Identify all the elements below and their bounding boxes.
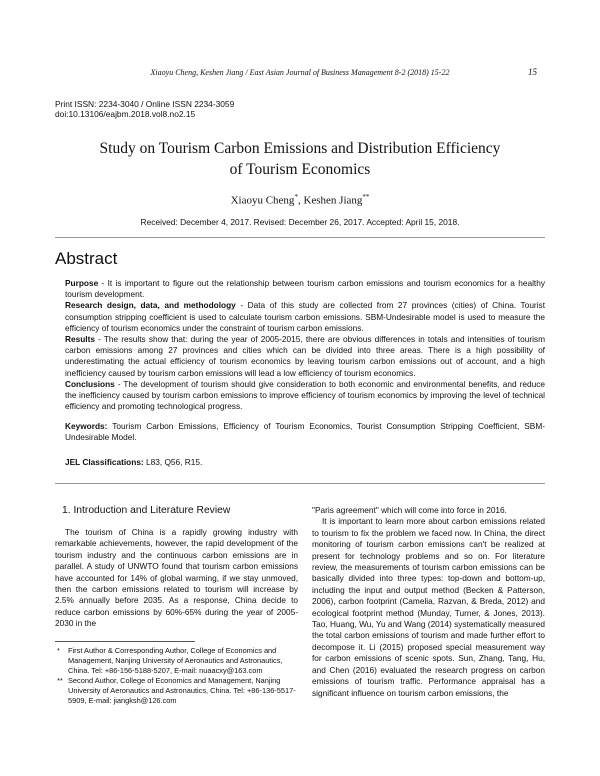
page-number: 15 <box>528 67 537 77</box>
purpose-text: - It is important to figure out the relationship between tourism carbon emissions and tourism economics for a healthy tourism development. <box>65 278 545 300</box>
abstract-results <box>65 334 545 379</box>
issn-block <box>55 99 234 119</box>
abstract-conclusions <box>65 379 545 413</box>
conclusions-text: - The development of tourism should give consideration to both economic and environmental benefits, and reduce the inefficiency caused by tourism carbon emissions to improve efficiency of tourism economics by improving the level of technical efficiency and promoting technological progress. <box>65 378 545 412</box>
footnote-mark: ** <box>57 676 63 686</box>
jel-text: L83, Q56, R15. <box>143 457 203 467</box>
doi-line: doi:10.13106/eajbm.2018.vol8.no2.15 <box>55 109 196 119</box>
abstract-design <box>65 300 545 334</box>
footnote-item <box>55 646 298 675</box>
keywords-label: Keywords: <box>65 421 108 431</box>
title-line-2: of Tourism Economics <box>229 161 371 178</box>
paper-title <box>60 138 540 180</box>
jel-label: JEL Classifications: <box>65 457 144 467</box>
title-line-1: Study on Tourism Carbon Emissions and Distribution Efficiency <box>99 140 501 157</box>
author-2-mark: ** <box>362 193 370 201</box>
right-column <box>312 505 545 699</box>
keywords-text: Tourism Carbon Emissions, Efficiency of Tourism Economics, Tourist Consumption Stripping Coefficient, SBM-Undesirable Model. <box>65 421 545 443</box>
abstract-heading: Abstract <box>55 249 118 268</box>
section-heading: 1. Introduction and Literature Review <box>62 505 231 516</box>
left-column <box>55 527 298 630</box>
authors-line <box>0 193 600 207</box>
footnote-divider <box>55 641 195 642</box>
footnote-mark: * <box>57 646 60 655</box>
divider-top <box>55 237 545 238</box>
author-2-name: Keshen Jiang <box>303 194 363 207</box>
divider-bottom <box>55 483 545 484</box>
design-text: - Data of this study are collected from 27 provinces (cities) of China. Tourist consumption stripping coefficient is used to calculate tourism carbon emissions. SBM-Undesirable model is used to measure the efficiency of tourism economics under the constraint of tourism carbon emissions. <box>65 300 545 333</box>
footnote-text: First Author & Corresponding Author, College of Economics and Management, Nanjing University of Aeronautics and Astronautics, China. Tel: +86-156-5188-5207, E-mail: nuaacxy@163.com <box>68 646 283 675</box>
issn-line: Print ISSN: 2234-3040 / Online ISSN 2234-3059 <box>55 99 235 109</box>
jel-classifications <box>65 457 545 467</box>
left-paragraph: The tourism of China is a rapidly growing industry with remarkable achievements, however, the rapid development of the tourism industry and the continuous carbon emissions are in parallel. A study of UNWTO found that tourism carbon emissions have accounted for 14% of global warming, if we stay unmoved, then the carbon emissions related to tourism will increase by 2.5% annually before 2035. As a response, China decide to reduce carbon emissions by 60%-65% during the year of 2005-2030 in the <box>55 527 298 629</box>
purpose-label: Purpose <box>65 278 99 288</box>
keywords <box>65 421 545 443</box>
received-dates: Received: December 4, 2017. Revised: December 26, 2017. Accepted: April 15, 2018. <box>140 217 460 227</box>
abstract-purpose <box>65 278 545 300</box>
design-label: Research design, data, and methodology <box>65 300 236 311</box>
footnote-item <box>55 676 298 705</box>
results-text: - The results show that: during the year of 2005-2015, there are obvious differences in totals and intensities of tourism carbon emissions among 27 provinces and cities which can be divided into three areas. There is a high possibility of underestimating the actual efficiency of tourism economics by leaving tourism carbon emissions out of account, and a high inefficiency caused by tourism carbon emissions will lead a low efficiency of tourism economics. <box>65 334 545 378</box>
right-paragraph-2: It is important to learn more about carbon emissions related to tourism to fix the problem we faced now. In China, the direct monitoring of tourism carbon emissions can't be realized at present for technology problems and so on. For literature review, the measurements of tourism carbon emissions can be basically divided into three types: top-down and bottom-up, including the input and output method (Becken & Patterson, 2006), carbon footprint (Camelia, Razvan, & Breda, 2012) and ecological footprint method (Munday, Turner, & Jones, 2013). Tao, Huang, Wu, Yu and Wang (2014) systematically measured the total carbon emissions of tourism and made further effort to decompose it. Li (2015) proposed special measurement way for carbon emissions of scenic spots. Sun, Zhang, Tang, Hu, and Chen (2016) evaluated the research progress on carbon emissions of tourism traffic. Performance appraisal has a significant influence on tourism carbon emissions, the <box>312 516 545 698</box>
running-head: Xiaoyu Cheng, Keshen Jiang / East Asian Journal of Business Management 8-2 (2018) 15-22 <box>150 68 450 77</box>
right-paragraph-1: "Paris agreement" which will come into force in 2016. <box>312 505 507 515</box>
footnotes <box>55 646 298 707</box>
results-label: Results <box>65 334 95 345</box>
conclusions-label: Conclusions <box>65 378 115 389</box>
author-1-name: Xiaoyu Cheng <box>230 194 295 207</box>
author-1-mark: * <box>294 193 298 201</box>
footnote-text: Second Author, College of Economics and Management, Nanjing University of Aeronautics and Astronautics, China. Tel: +86-136-5517-5909, E-mail: jiangksh@126.com <box>68 676 296 705</box>
abstract-body <box>65 278 545 412</box>
author-separator: , <box>297 194 304 207</box>
